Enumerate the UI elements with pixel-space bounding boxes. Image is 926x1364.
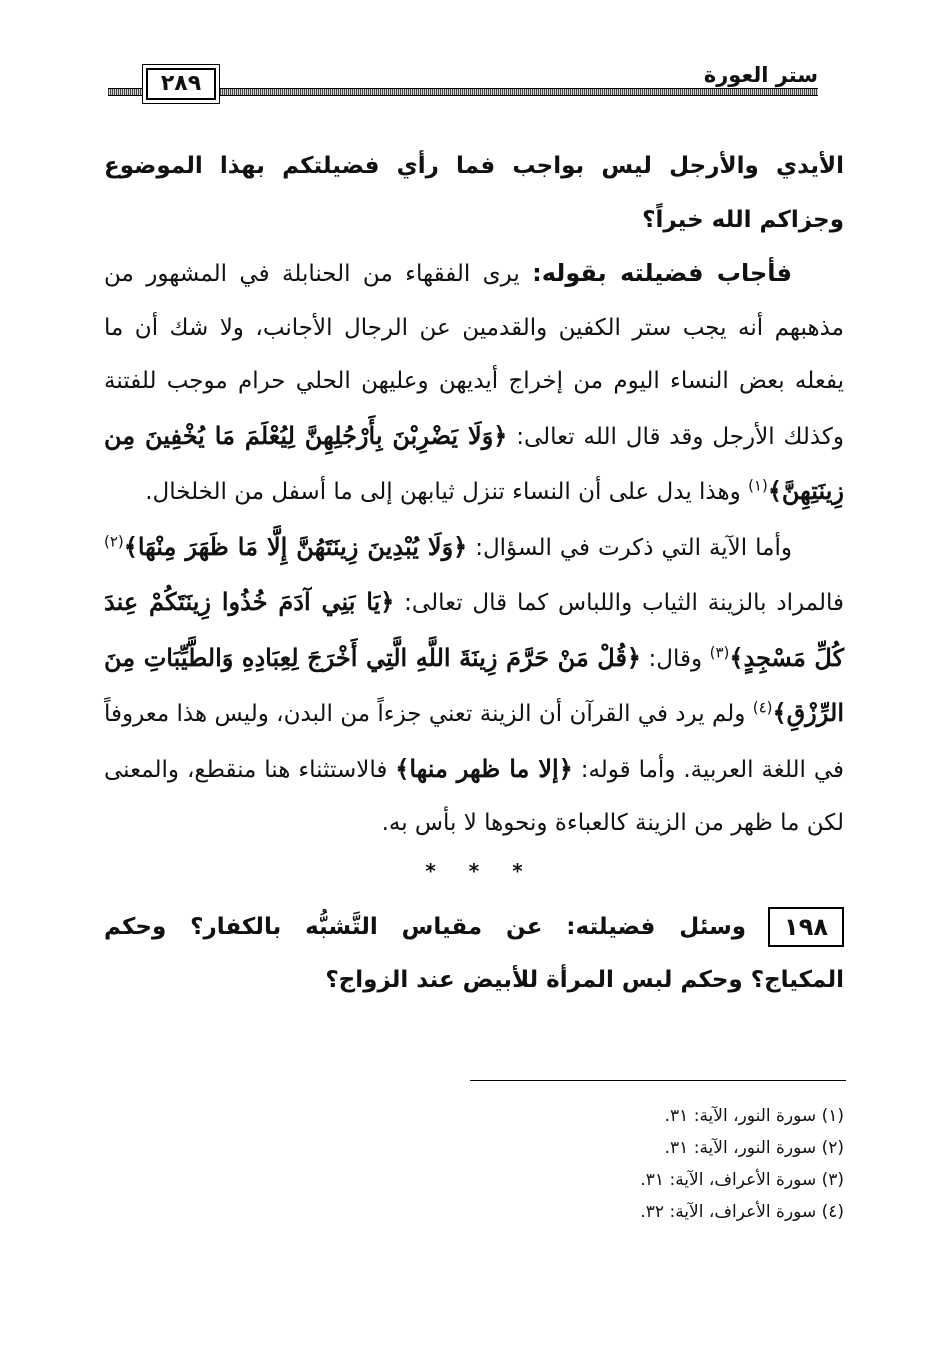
paragraph-text: وأما الآية التي ذكرت في السؤال: [467,534,792,561]
footnote: (٣) سورة الأعراف، الآية: ٣١. [640,1170,844,1190]
quran-verse: ﴿وَلَا يَضْرِبْنَ بِأَرْجُلِهِنَّ لِيُعْلَمَ مَا يُخْفِينَ مِن زِينَتِهِنَّ﴾ [104,420,844,505]
question-text: وسئل فضيلته: عن مقياس التَّشبُّه بالكفار؟ وحكم المكياج؟ وحكم لبس المرأة للأبيض عند الزواج؟ [104,913,844,993]
footnote-ref: (٤) [752,698,773,717]
page-number: ٢٨٩ [146,68,216,100]
quran-verse: ﴿وَلَا يُبْدِينَ زِينَتَهُنَّ إِلَّا مَا ظَهَرَ مِنْهَا﴾ [123,531,468,561]
running-header [108,63,818,100]
verse-discussion-paragraph [104,520,844,851]
paragraph-text: فالاستثناء هنا منقطع، والمعنى لكن ما ظهر من الزينة كالعباءة ونحوها لا بأس به. [104,756,844,836]
answer-lead: فأجاب فضيلته بقوله: [532,259,793,287]
answer-text: وهذا يدل على أن النساء تنزل ثيابهن إلى ما أسفل من الخلخال. [145,479,749,505]
footnote-ref: (٣) [709,642,730,661]
answer-text: يرى الفقهاء من الحنابلة في المشهور من مذهبهم أنه يجب ستر الكفين والقدمين عن الرجال الأجانب، ولا شك أن ما يفعله بعض النساء اليوم من إخراج أيديهن وعليهن الحلي حرام موجب للفتنة وكذلك الأرجل وقد قال الله تعالى: [104,261,844,450]
footnote-ref: (١) [748,476,768,495]
footnote: (١) سورة النور، الآية: ٣١. [664,1106,844,1126]
footnote: (٢) سورة النور، الآية: ٣١. [664,1138,844,1158]
section-divider: * * * [425,858,523,883]
answer-paragraph [104,247,844,520]
footnote-rule [470,1080,846,1081]
question-number-box: ١٩٨ [768,907,844,947]
paragraph-text: وقال: [641,645,710,672]
paragraph-text: ولم يرد في القرآن أن الزينة تعني جزءاً من البدن، وليس هذا معروفاً في اللغة العربية. وأما قوله: [104,701,845,783]
footnote: (٤) سورة الأعراف، الآية: ٣٢. [640,1202,844,1222]
running-title: ستر العورة [694,62,818,88]
question-198 [104,901,844,1008]
quran-verse: ﴿قُلْ مَنْ حَرَّمَ زِينَةَ اللَّهِ الَّتِي أَخْرَجَ لِعِبَادِهِ وَالطَّيِّبَاتِ مِنَ الرِّزْقِ﴾ [104,642,844,727]
quran-verse: ﴿يَا بَنِي آدَمَ خُذُوا زِينَتَكُمْ عِندَ كُلِّ مَسْجِدٍ﴾ [104,587,844,672]
question-continuation: الأيدي والأرجل ليس بواجب فما رأي فضيلتكم بهذا الموضوع وجزاكم الله خيراً؟ [104,153,844,233]
body-text [104,140,844,1008]
footnotes [344,1100,844,1228]
paragraph-text: فالمراد بالزينة الثياب واللباس كما قال تعالى: [394,590,844,616]
footnote-ref: (٢) [104,531,124,550]
quran-verse: ﴿إلا ما ظهر منها﴾ [395,753,573,783]
